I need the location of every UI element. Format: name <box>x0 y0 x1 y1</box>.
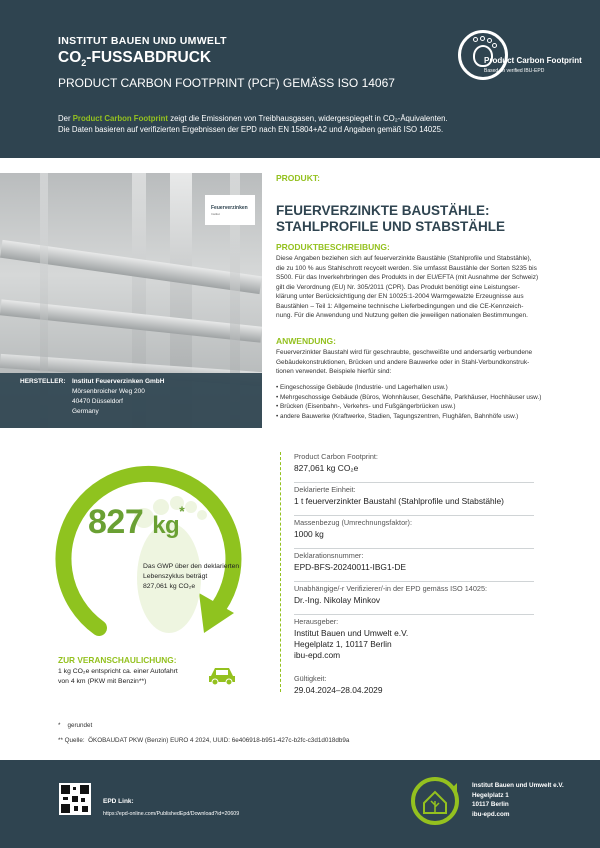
application-text: Feuerverzinkter Baustahl wird für geschraubte, geschweißte und andersartig verbundene Gebäudekonstruktionen, Brücken und andere Bauwerke oder in Stahl-Verbundkonstruk- tionen verwendet. Beispiele hierfür sind: <box>276 349 533 375</box>
gwp-text: Das GWP über den deklarierten Lebenszyklus beträgt 827,061 kg CO₂e <box>143 563 240 590</box>
intro-text: Der Product Carbon Footprint zeigt die Emissionen von Treibhausgasen, widergespiegelt in CO₂-Äquivalenten. Die Daten basieren auf verifizierten Ergebnissen der EPD nach EN 15804+A2 und Angaben gemäß ISO 14025. <box>58 114 448 134</box>
application-heading: ANWENDUNG: <box>276 336 336 346</box>
header-band <box>0 0 600 158</box>
footprint-value: 827 kg* <box>88 503 185 541</box>
footnote-source: ** Quelle: ÖKOBAUDAT PKW (Benzin) EURO 4 2024, UUID: 6e406918-b951-427c-b2fc-c3d1d018db9a <box>58 737 350 744</box>
fact-validity: Gültigkeit: 29.04.2024–28.04.2029 <box>294 674 383 695</box>
fact-verifier: Unabhängige/-r Verifizierer/-in der EPD gemäss ISO 14025: Dr.-Ing. Nikolay Minkov <box>294 584 584 606</box>
application-list <box>276 383 578 421</box>
logo-text: Product Carbon Footprint Based on verified IBU-EPD <box>484 56 582 74</box>
fact-declared-unit: Deklarierte Einheit: 1 t feuerverzinkter Baustahl (Stahlprofile und Stabstähle) <box>294 485 584 507</box>
institute-name: INSTITUT BAUEN UND UMWELT <box>58 35 227 47</box>
ibu-logo-icon <box>411 775 459 827</box>
list-item: • Brücken (Eisenbahn-, Verkehrs- und Fußgängerbrücken usw.) <box>276 402 578 412</box>
comparison-heading: ZUR VERANSCHAULICHUNG: <box>58 655 177 665</box>
producer-label: HERSTELLER: <box>20 378 66 385</box>
car-icon <box>207 664 237 686</box>
fact-publisher: Herausgeber: Institut Bauen und Umwelt e.V. Hegelplatz 1, 10117 Berlin ibu-epd.com <box>294 617 409 660</box>
list-item: • andere Bauwerke (Kraftwerke, Stadien, Tagungszentren, Flughäfen, Bahnhöfe usw.) <box>276 412 578 422</box>
comparison-text: 1 kg CO₂e entspricht ca. einer Autofahrt von 4 km (PKW mit Benzin**) <box>58 668 178 685</box>
producer-box <box>0 373 262 428</box>
epd-link[interactable]: https://epd-online.com/PublishedEpd/Download?id=20609 <box>103 811 240 817</box>
footnote-rounded: * gerundet <box>58 722 93 729</box>
footprint-ring-icon <box>49 463 249 653</box>
product-label: PRODUKT: <box>276 173 320 183</box>
list-item: • Eingeschossige Gebäude (Industrie- und Lagerhallen usw.) <box>276 383 578 393</box>
producer-address: Institut Feuerverzinken GmbH Mörsenbroicher Weg 200 40470 Düsseldorf Germany <box>72 378 165 415</box>
fact-pcf: Product Carbon Footprint: 827,061 kg CO₂e <box>294 452 584 474</box>
page-subtitle: PRODUCT CARBON FOOTPRINT (PCF) GEMÄSS ISO 14067 <box>58 76 395 90</box>
description-text: Diese Angaben beziehen sich auf feuerverzinkte Baustähle (Stahlprofile und Stabstähle), die zu 100 % aus Stahlschrott recycelt werden. Sie umfasst Baustähle der Sorten S235 bis S500. Für das Inverkehrbringen des Produkts in der EU/EFTA (mit Ausnahme der Schweiz) gilt die Verordnung (EU) Nr. 305/2011 (CPR). Das Produkt benötigt eine Leistungser- klärung unter Berücksichtigung der EN 10025:1-2004 Warmgewalzte Erzeugnisse aus Baustählen – Teil 1: Allgemeine technische Lieferbedingungen und die CE-Kennzeich- nung. Für die Anwendung und Nutzung gelten die jeweiligen nationalen Bestimmungen. <box>276 255 539 319</box>
epd-link-label: EPD Link: <box>103 798 134 805</box>
list-item: • Mehrgeschossige Gebäude (Büros, Wohnhäuser, Geschäfte, Parkhäuser, Hochhäuser usw.) <box>276 393 578 403</box>
qr-code-icon[interactable] <box>59 783 91 815</box>
footer <box>0 760 600 848</box>
page-title: $CO_2$-FUSSABDRUCK <box>58 49 212 69</box>
description-heading: PRODUKTBESCHREIBUNG: <box>276 242 390 252</box>
fact-mass: Massenbezug (Umrechnungsfaktor): 1000 kg <box>294 518 584 540</box>
publisher-address: Institut Bauen und Umwelt e.V. Hegelplatz 1 10117 Berlin ibu-epd.com <box>472 782 564 818</box>
product-title: FEUERVERZINKTE BAUSTÄHLE: STAHLPROFILE UND STABSTÄHLE <box>276 203 505 234</box>
company-sign: Feuerverzinken Institut <box>205 195 255 225</box>
divider <box>280 452 281 692</box>
fact-declaration-number: Deklarationsnummer: EPD-BFS-20240011-IBG1-DE <box>294 551 584 573</box>
